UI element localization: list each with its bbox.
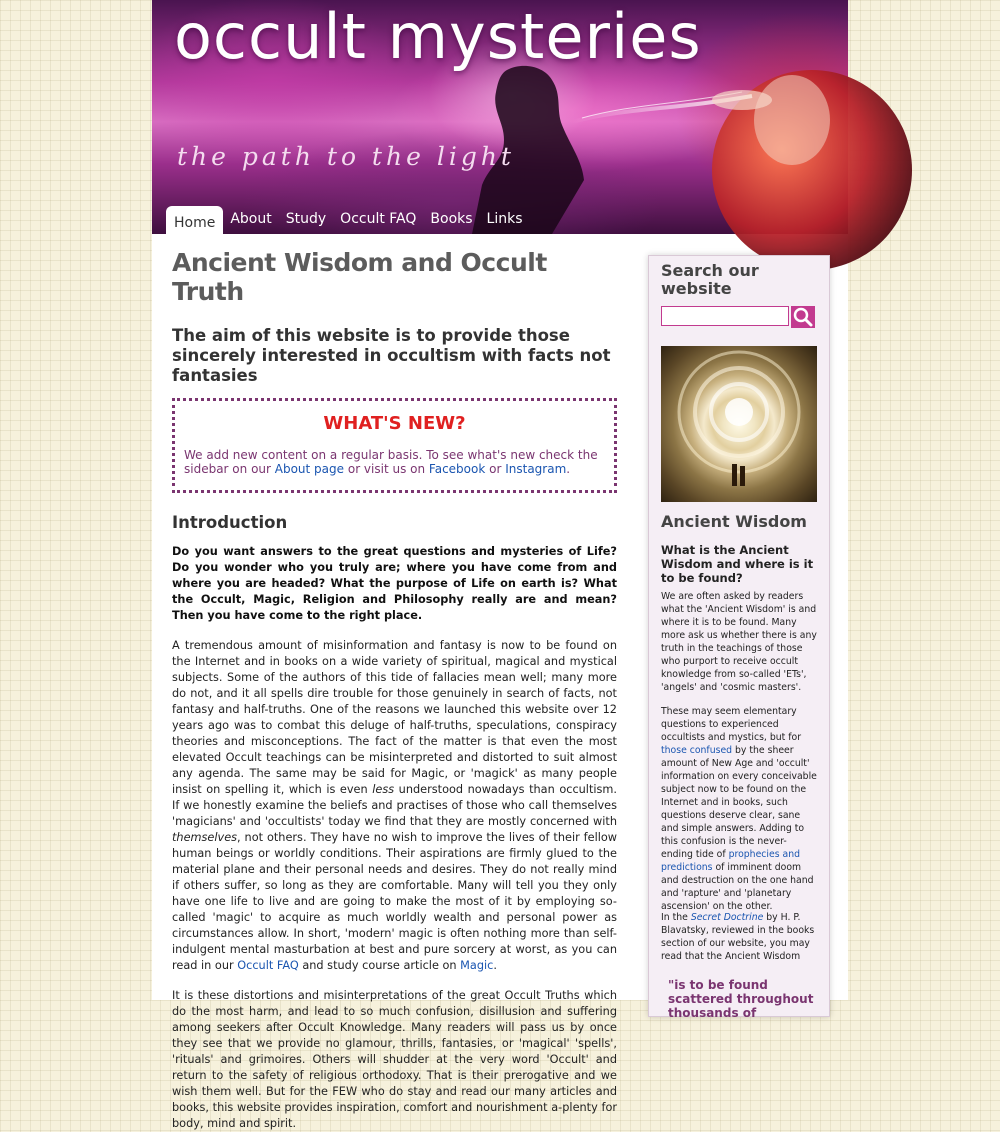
- search-heading: Search our website: [661, 261, 759, 298]
- sidebar-quote: "is to be found scattered throughout thousands of: [668, 978, 814, 1020]
- ancient-wisdom-question: What is the Ancient Wisdom and where is it to be found?: [661, 543, 814, 585]
- p2-emphasis-less: less: [372, 783, 395, 796]
- distortions-paragraph: It is these distortions and misinterpretations of the great Occult Truths which do the most harm, and lead to so much confusion, disillusion and suffering among seekers after Occult Knowledge. Many readers will pass us by once they see that we provide no glamour, thrills, fantasies, or 'magical' 'spells', 'rituals' and grimoires. Others will shudder at the very word 'Occult' and return to the safety of religious orthodoxy. That is their prerogative and we wish them well. But for the FEW who do stay and read our many articles and books, this website provides inspiration, comfort and nourishment a-plenty for body, mind and spirit.: [172, 989, 617, 1130]
- magic-link[interactable]: Magic: [460, 959, 494, 972]
- p2-text-a: A tremendous amount of misinformation and fantasy is now to be found on the Internet and in books on a wide variety of spiritual, magical and mystical subjects. Some of the authors of this tide of fallacies mean well; many more do not, and it all spells dire trouble for those genuinely in search of facts, not fantasy and half-truths. One of the reasons we launched this website over 12 years ago was to combat this deluge of half-truths, speculations, conspiracy theories and misconceptions. The fact of the matter is that even the most elevated Occult teachings can be misinterpreted and distorted to suit almost any agenda. The same may be said for Magic, or 'magick' as many people insist on spelling it, which is even: [172, 639, 617, 796]
- p2-text-e: .: [493, 959, 497, 972]
- misinformation-paragraph: [172, 638, 617, 974]
- introduction-heading: Introduction: [172, 513, 288, 532]
- about-page-link[interactable]: About page: [274, 462, 345, 476]
- facebook-link[interactable]: Facebook: [428, 462, 486, 476]
- page-subheading: The aim of this website is to provide those sincerely interested in occultism with facts not fantasies: [172, 326, 611, 385]
- whats-new-text-1: We add new content on a regular basis. To see what's new check the sidebar on our: [184, 448, 598, 476]
- site-title[interactable]: occult mysteries: [174, 0, 702, 73]
- page-container: [152, 0, 848, 1130]
- ancient-wisdom-heading: Ancient Wisdom: [661, 512, 807, 531]
- occult-faq-link[interactable]: Occult FAQ: [237, 959, 299, 972]
- side-p2-text-c: of imminent doom and destruction on the one hand and 'rapture' and 'planetary ascension' on the other.: [661, 862, 814, 912]
- site-tagline: the path to the light: [177, 142, 515, 171]
- nav-links[interactable]: Links: [486, 211, 523, 227]
- p2-emphasis-themselves: themselves: [172, 831, 238, 844]
- side-p2-text-b: by the sheer amount of New Age and 'occult' information on every conceivable subject now to be found on the Internet and in books, such questions deserve clear, sane and simple answers. Adding to this confusion is the never-ending tide of: [661, 745, 817, 860]
- celestial-rose-illustration: [661, 346, 817, 502]
- whats-new-text-2: or visit us on: [344, 462, 429, 476]
- sidebar: [648, 255, 830, 1017]
- p2-text-c: , not others. They have no wish to improve the lives of their fellow human beings or worldly conditions. Their aspirations are firmly glued to the material plane and their personal needs and desires. They do not really mind if others suffer, so long as they are comfortable. Many will tell you they only have one life to live and are going to make the most of it by employing so-called 'magic' to acquire as much worldly wealth and personal power as circumstances allow. In short, 'modern' magic is often nothing more than self-indulgent mental masturbation at best and pure sorcery at worst, as you can read in our: [172, 831, 617, 972]
- p2-text-d: and study course article on: [298, 959, 461, 972]
- whats-new-text-4: .: [566, 462, 571, 476]
- ancient-wisdom-image[interactable]: [661, 346, 817, 502]
- nav-occult-faq[interactable]: Occult FAQ: [340, 211, 417, 227]
- side-p3-text-b: by H. P. Blavatsky, reviewed in the books section of our website, you may read that the Ancient Wisdom: [661, 912, 815, 962]
- page-title: Ancient Wisdom and Occult Truth: [172, 248, 547, 306]
- whats-new-text: [184, 448, 605, 476]
- search-button[interactable]: [791, 306, 815, 328]
- p2-text-b: understood nowadays than occultism. If we honestly examine the beliefs and practises of those who call themselves 'magicians' and 'occultists' today we find that they are mostly concerned with: [172, 783, 617, 828]
- main-nav: [166, 204, 530, 234]
- side-p2-text-a: These may seem elementary questions to experienced occultists and mystics, but for: [661, 706, 802, 743]
- site-header: [152, 0, 848, 234]
- side-p3-text-a: In the: [661, 912, 691, 923]
- prophecies-link[interactable]: prophecies and predictions: [661, 849, 801, 873]
- nav-study[interactable]: Study: [285, 211, 327, 227]
- sidebar-paragraph-2: [661, 705, 817, 913]
- search-input[interactable]: [661, 306, 789, 326]
- whats-new-text-3: or: [485, 462, 506, 476]
- sidebar-paragraph-1: We are often asked by readers what the 'Ancient Wisdom' is and where it is to be found. Many more ask us whether there is any truth in the teachings of those who purport to receive occult knowledge from so-called 'ETs', 'angels' and 'cosmic masters'.: [661, 591, 817, 693]
- whats-new-box: [172, 398, 617, 493]
- instagram-link[interactable]: Instagram: [505, 462, 567, 476]
- sidebar-paragraph-3: [661, 911, 817, 963]
- search-icon: [791, 306, 815, 328]
- those-confused-link[interactable]: those confused: [661, 745, 733, 756]
- nav-about[interactable]: About: [230, 211, 272, 227]
- secret-doctrine-link[interactable]: Secret Doctrine: [690, 912, 764, 923]
- nav-books[interactable]: Books: [430, 211, 473, 227]
- whats-new-title: WHAT'S NEW?: [323, 413, 466, 434]
- intro-paragraph: Do you want answers to the great questions and mysteries of Life? Do you wonder who you truly are; where you have come from and where you are headed? What the purpose of Life on earth is? What the Occult, Magic, Religion and Philosophy really are and mean? Then you have come to the right place.: [172, 545, 617, 622]
- main-content: [172, 234, 617, 1132]
- nav-home[interactable]: Home: [166, 206, 223, 240]
